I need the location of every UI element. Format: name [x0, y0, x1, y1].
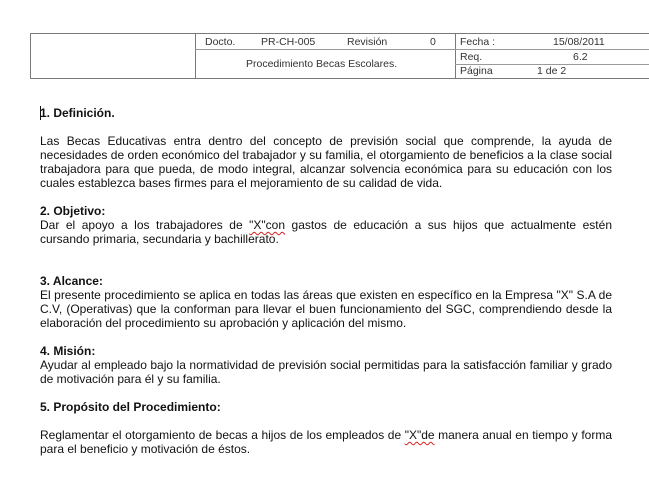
objective-text-part: gastos de educación a sus hijos que actualmente estén cursando primaria, secundaria y bachillerato. [40, 218, 612, 246]
section-text-scope: El presente procedimiento se aplica en todas las áreas que existen en específico en la Empresa "X" S.A de C.V, (Operativas) que la conforman para llevar el buen funcionamiento del SGC, comprendiendo desde la elaboración del procedimiento su aprobación y aplicación del mismo. [40, 288, 612, 330]
section-heading-objective: 2. Objetivo: [40, 204, 106, 218]
doc-label: Docto. [205, 36, 236, 48]
document-body [40, 106, 612, 456]
date-value: 15/08/2011 [553, 36, 605, 48]
section-heading-definition: 1. Definición. [40, 106, 115, 120]
doc-code: PR-CH-005 [261, 36, 316, 48]
section-heading-scope: 3. Alcance: [40, 274, 103, 288]
req-value: 6.2 [573, 51, 588, 63]
header-divider [455, 34, 456, 78]
section-text-definition: Las Becas Educativas entra dentro del concepto de previsión social que comprende, la ayuda de necesidades de orden económico del trabajador y su familia, el otorgamiento de beneficios a la clase social trabajadora para que pueda, de modo integral, alcanzar solvencia económica para su educación con los cuales establezca bases firmes para el mejoramiento de su calidad de vida. [40, 134, 612, 190]
req-label: Req. [460, 51, 483, 63]
page-label: Página [460, 65, 493, 77]
objective-text-part: Dar el apoyo a los trabajadores de [40, 218, 250, 232]
revision-value: 0 [430, 36, 436, 48]
header-row-line [195, 49, 649, 50]
spellcheck-marked-word: "X"de [404, 428, 435, 442]
document-title: Procedimiento Becas Escolares. [246, 58, 398, 70]
spellcheck-marked-word: "X"con [249, 218, 286, 232]
header-divider [195, 34, 196, 78]
section-text-purpose [40, 428, 612, 456]
section-text-mission: Ayudar al empleado bajo la normatividad de previsión social permitidas para la satisfacción familiar y grado de motivación para él y su familia. [40, 358, 612, 386]
section-heading-purpose: 5. Propósito del Procedimiento: [40, 400, 221, 414]
purpose-text-part: manera anual en tiempo y forma para el beneficio y motivación de éstos. [40, 428, 612, 456]
page-value: 1 de 2 [537, 65, 567, 77]
document-header-table [30, 33, 649, 79]
date-label: Fecha : [460, 36, 496, 48]
revision-label: Revisión [347, 36, 388, 48]
section-heading-mission: 4. Misión: [40, 344, 96, 358]
section-text-objective [40, 218, 612, 246]
purpose-text-part: Reglamentar el otorgamiento de becas a hijos de los empleados de [40, 428, 405, 442]
